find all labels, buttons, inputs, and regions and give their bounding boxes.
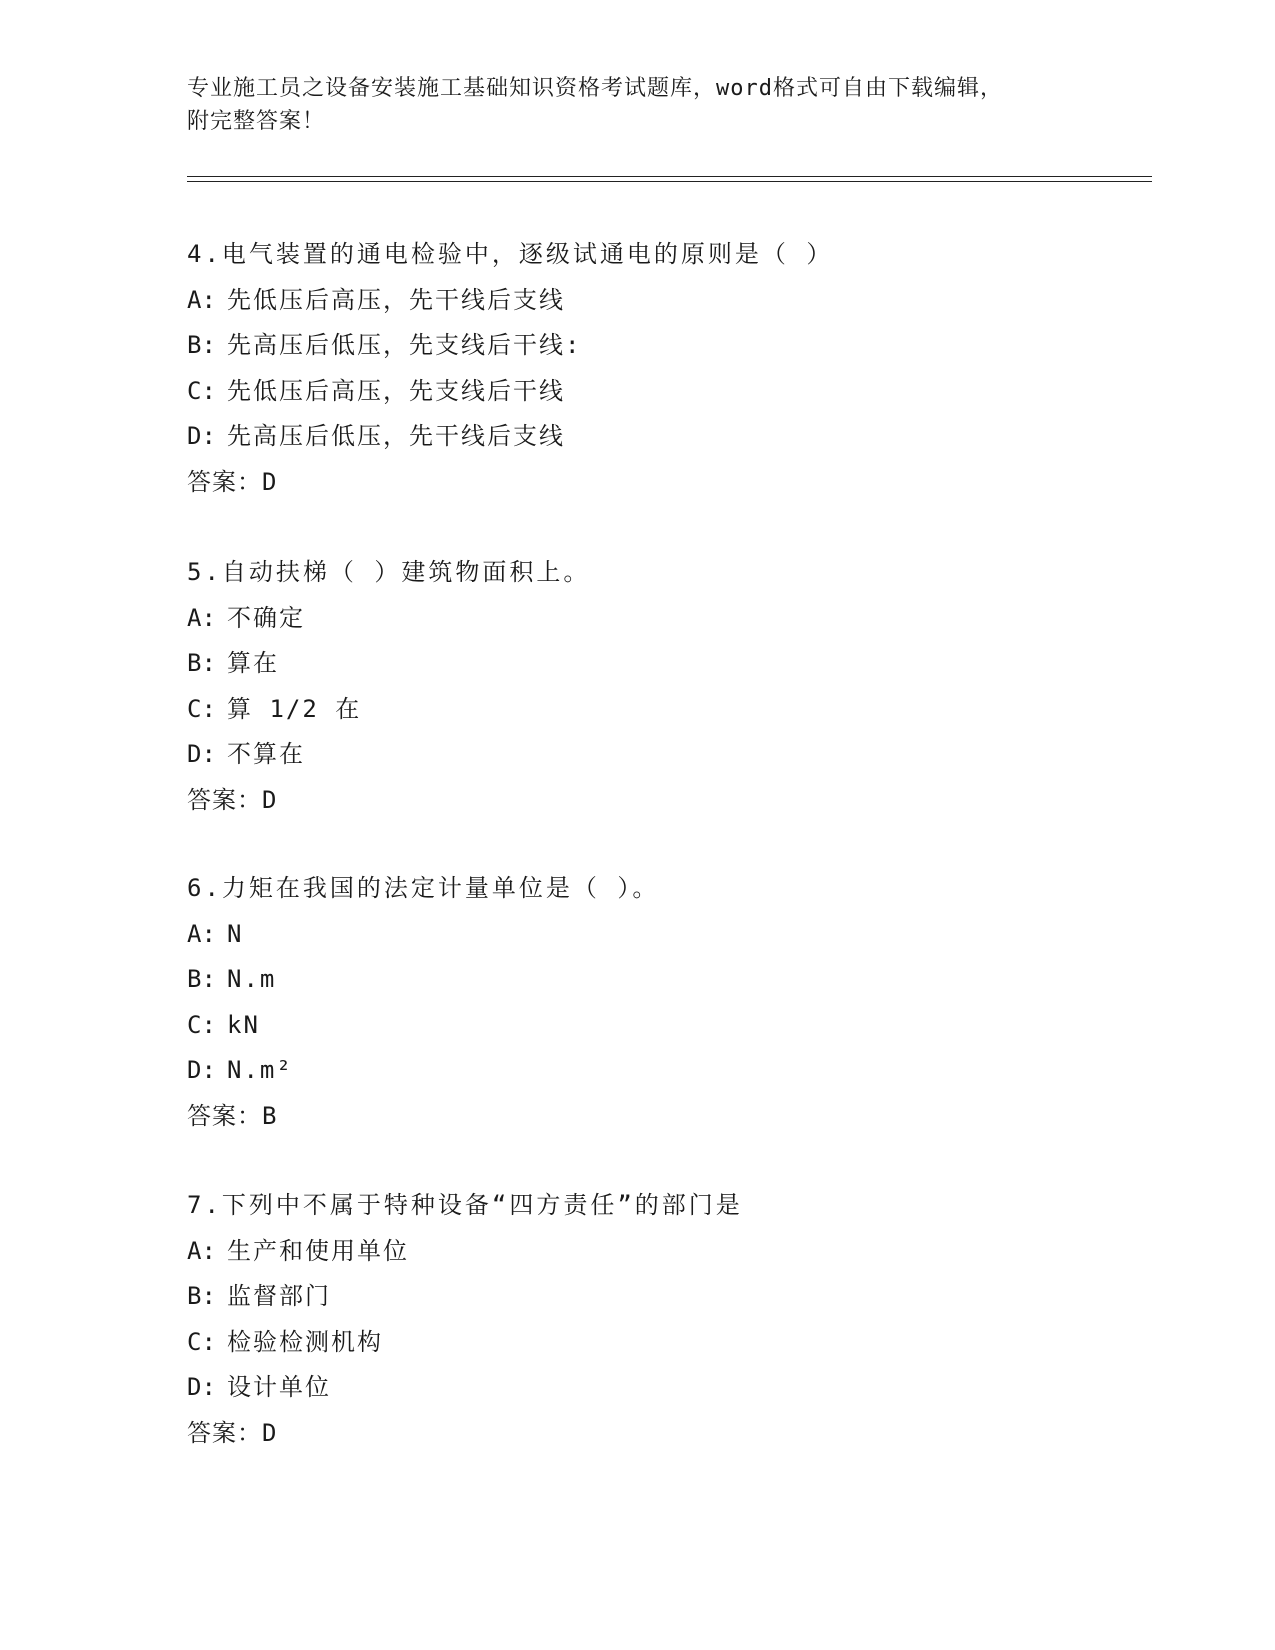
option-letter: C:: [187, 376, 216, 405]
option-letter: A:: [187, 603, 216, 632]
option-text: 不算在: [227, 740, 305, 768]
option-text: 设计单位: [227, 1373, 331, 1401]
option-text: 先低压后高压，先干线后支线: [227, 285, 565, 314]
option-letter: B:: [187, 1282, 216, 1310]
option-c: [187, 1003, 1087, 1049]
option-letter: B:: [187, 331, 216, 359]
question-block: [187, 1183, 1087, 1456]
option-c: [187, 1320, 1087, 1366]
option-a: [187, 912, 1087, 958]
option-b: [187, 1274, 1087, 1320]
option-b: [187, 957, 1087, 1003]
option-text: 算在: [227, 649, 279, 677]
question-block: [187, 866, 1087, 1139]
question-stem: 4.电气装置的通电检验中，逐级试通电的原则是（ ）: [187, 240, 834, 268]
option-text: 先高压后低压，先干线后支线: [227, 422, 565, 450]
option-b: [187, 641, 1087, 687]
answer-line: 答案：D: [187, 467, 278, 496]
option-letter: D:: [187, 1056, 216, 1084]
option-text: 先高压后低压，先支线后干线:: [227, 331, 582, 359]
option-letter: D:: [187, 422, 216, 450]
answer-line: 答案：B: [187, 1101, 278, 1130]
option-letter: B:: [187, 965, 216, 993]
option-c: [187, 369, 1087, 415]
option-text: N.m: [227, 965, 277, 993]
question-block: [187, 232, 1087, 505]
header-divider-bottom: [187, 181, 1152, 182]
option-letter: A:: [187, 285, 216, 314]
question-stem: 6.力矩在我国的法定计量单位是（ ）。: [187, 874, 660, 902]
option-d: [187, 1365, 1087, 1411]
option-a: [187, 278, 1087, 324]
option-a: [187, 596, 1087, 642]
question-stem: 7.下列中不属于特种设备“四方责任”的部门是: [187, 1191, 743, 1219]
option-letter: D:: [187, 740, 216, 768]
header-divider-top: [187, 176, 1152, 177]
option-text: 监督部门: [227, 1282, 331, 1310]
header-line-1: 专业施工员之设备安装施工基础知识资格考试题库，word格式可自由下载编辑，: [187, 76, 1003, 101]
option-letter: B:: [187, 649, 216, 677]
option-text: N.m²: [227, 1056, 293, 1084]
option-letter: D:: [187, 1373, 216, 1401]
option-text: N: [227, 919, 244, 948]
option-d: [187, 1048, 1087, 1094]
option-letter: C:: [187, 1327, 216, 1356]
option-b: [187, 323, 1087, 369]
option-letter: C:: [187, 694, 216, 723]
option-d: [187, 414, 1087, 460]
option-text: 算 1/2 在: [227, 694, 362, 723]
option-text: kN: [227, 1010, 260, 1039]
option-letter: A:: [187, 1236, 216, 1265]
option-letter: A:: [187, 919, 216, 948]
option-a: [187, 1229, 1087, 1275]
option-c: [187, 687, 1087, 733]
option-text: 先低压后高压，先支线后干线: [227, 376, 565, 405]
question-stem: 5.自动扶梯（ ）建筑物面积上。: [187, 558, 591, 586]
answer-line: 答案：D: [187, 785, 278, 814]
answer-line: 答案：D: [187, 1418, 278, 1447]
option-letter: C:: [187, 1010, 216, 1039]
document-header: [187, 72, 1087, 138]
header-line-2: 附完整答案！: [187, 109, 326, 134]
option-text: 不确定: [227, 603, 305, 632]
option-d: [187, 732, 1087, 778]
option-text: 检验检测机构: [227, 1327, 383, 1356]
option-text: 生产和使用单位: [227, 1236, 409, 1265]
question-block: [187, 550, 1087, 823]
